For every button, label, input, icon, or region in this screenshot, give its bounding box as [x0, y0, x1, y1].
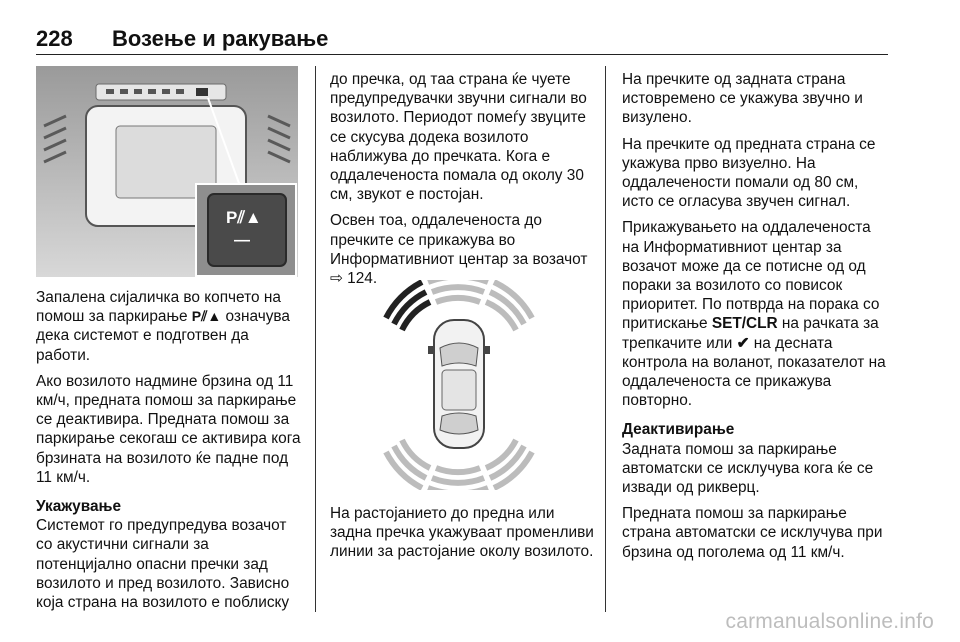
- console-illustration: [36, 66, 298, 277]
- text-column-3: [622, 70, 892, 569]
- page-number: 228: [36, 26, 73, 51]
- page-reference-link[interactable]: ⇨ 124: [330, 270, 373, 288]
- figure-caption: На растојанието до предна или задна пречка укажуваат променливи линии за растојание околу возилото.: [330, 505, 594, 561]
- section-title: Возење и ракување: [112, 26, 329, 51]
- console-drawing: [36, 66, 298, 277]
- text-column-1: [36, 288, 302, 619]
- text-column-2-bottom: [330, 504, 596, 569]
- parking-distance-illustration: [330, 280, 592, 490]
- deactivation-heading: Деактивирање: [622, 421, 735, 439]
- set-clr-key: SET/CLR: [711, 315, 778, 333]
- watermark: carmanualsonline.info: [725, 610, 934, 633]
- park-assist-ready-paragraph: [36, 288, 302, 365]
- park-assist-button-icon: P⫽▲: [226, 208, 262, 227]
- column-divider-1: [315, 66, 316, 612]
- warning-sound-paragraph: до пречка, од таа страна ќе чуете предупредувачки звучни сигнали во возилото. Периодот помеѓу звуците се скусува додека возилото наближува до пречката. Кога е оддалеченоста помала од околу 30 см, звукот е постојан.: [330, 71, 587, 204]
- parking-distance-drawing: [330, 280, 592, 490]
- display-reference-paragraph: [330, 211, 596, 288]
- park-assist-button-led: —: [234, 232, 250, 249]
- indication-paragraph: Системот го предупредува возачот со акустични сигнали за потенцијално опасни пречки зад возилото и пред возилото. Зависно која страна на возилото е поблиску: [36, 517, 290, 612]
- column-divider-2: [605, 66, 606, 612]
- indication-heading: Укажување: [36, 498, 122, 516]
- ready-text-end: означува дека системот е подготвен да работи.: [36, 308, 290, 364]
- front-obstacle-paragraph: На пречките од предната страна се укажува прво визуелно. На оддалечености помали од 80 см, исто се огласува звучен сигнал.: [622, 135, 876, 211]
- priority-text-middle: на рачката за трепкачите или: [622, 315, 879, 352]
- display-reference-end: .: [372, 270, 378, 288]
- text-column-2-top: [330, 70, 596, 295]
- priority-text-end: на десната контрола на воланот, показателот на оддалеченоста се прикажува повторно.: [622, 334, 886, 410]
- front-deactivation-paragraph: Предната помош за паркирање страна автоматски се исклучува при брзина од поголема од 11 км/ч.: [622, 505, 883, 561]
- rear-deactivation-paragraph: Задната помош за паркирање автоматски се исклучува кога ќе се извади од рикверц.: [622, 440, 874, 497]
- check-icon: ✔: [736, 334, 750, 352]
- display-priority-paragraph: [622, 218, 892, 410]
- speed-deactivation-paragraph: Ако возилото надмине брзина од 11 км/ч, предната помош за паркирање се деактивира. Предната помош за паркирање секогаш се активира кога брзината на возилото ќе падне под 11 км/ч.: [36, 372, 301, 486]
- display-reference-text: Освен тоа, оддалеченоста до пречките се прикажува во Информативниот центар за возачот: [330, 212, 588, 268]
- page-header: [36, 26, 888, 55]
- priority-text-start: Прикажувањето на оддалеченоста на Информативниот центар за возачот може да се потисне од од пораки за возилото со повисок приоритет. По потврда на порака со притискање: [622, 219, 880, 333]
- ready-text-start: Запалена сијаличка во копчето на помош за паркирање: [36, 289, 281, 326]
- rear-obstacle-paragraph: На пречките од задната страна истовремено се укажува звучно и визулено.: [622, 71, 863, 127]
- park-assist-icon: P⫽▲: [191, 308, 222, 325]
